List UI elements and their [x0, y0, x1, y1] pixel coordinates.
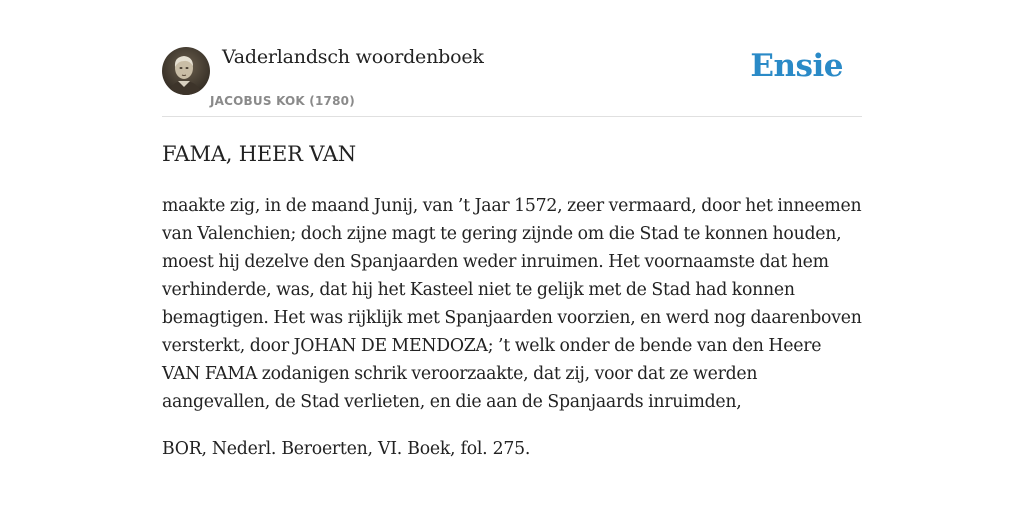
- header: [162, 0, 862, 117]
- book-title[interactable]: Vaderlandsch woordenboek: [222, 46, 484, 68]
- entry-source: BOR, Nederl. Beroerten, VI. Boek, fol. 275.: [162, 439, 531, 459]
- portrait-icon[interactable]: [162, 47, 210, 95]
- entry-card: [162, 0, 862, 512]
- author-label[interactable]: JACOBUS KOK (1780): [210, 94, 355, 108]
- entry-body: maakte zig, in de maand Junij, van ’t Jaar 1572, zeer vermaard, door het inneemen van Valenchien; doch zijne magt te gering zijnde om die Stad te konnen houden, moest hij dezelve den Spanjaarden weder inruimen. Het voornaamste dat hem verhinderde, was, dat hij het Kasteel niet te gelijk met de Stad had konnen bemagtigen. Het was rijklijk met Spanjaarden voorzien, en werd nog daarenboven versterkt, door JOHAN DE MENDOZA; ’t welk onder de bende van den Heere VAN FAMA zodanigen schrik veroorzaakte, dat zij, voor dat ze werden aangevallen, de Stad verlieten, en die aan de Spanjaards inruimden,: [162, 196, 862, 412]
- brand-logo[interactable]: Ensie: [750, 48, 843, 84]
- entry-title: FAMA, HEER VAN: [162, 142, 356, 166]
